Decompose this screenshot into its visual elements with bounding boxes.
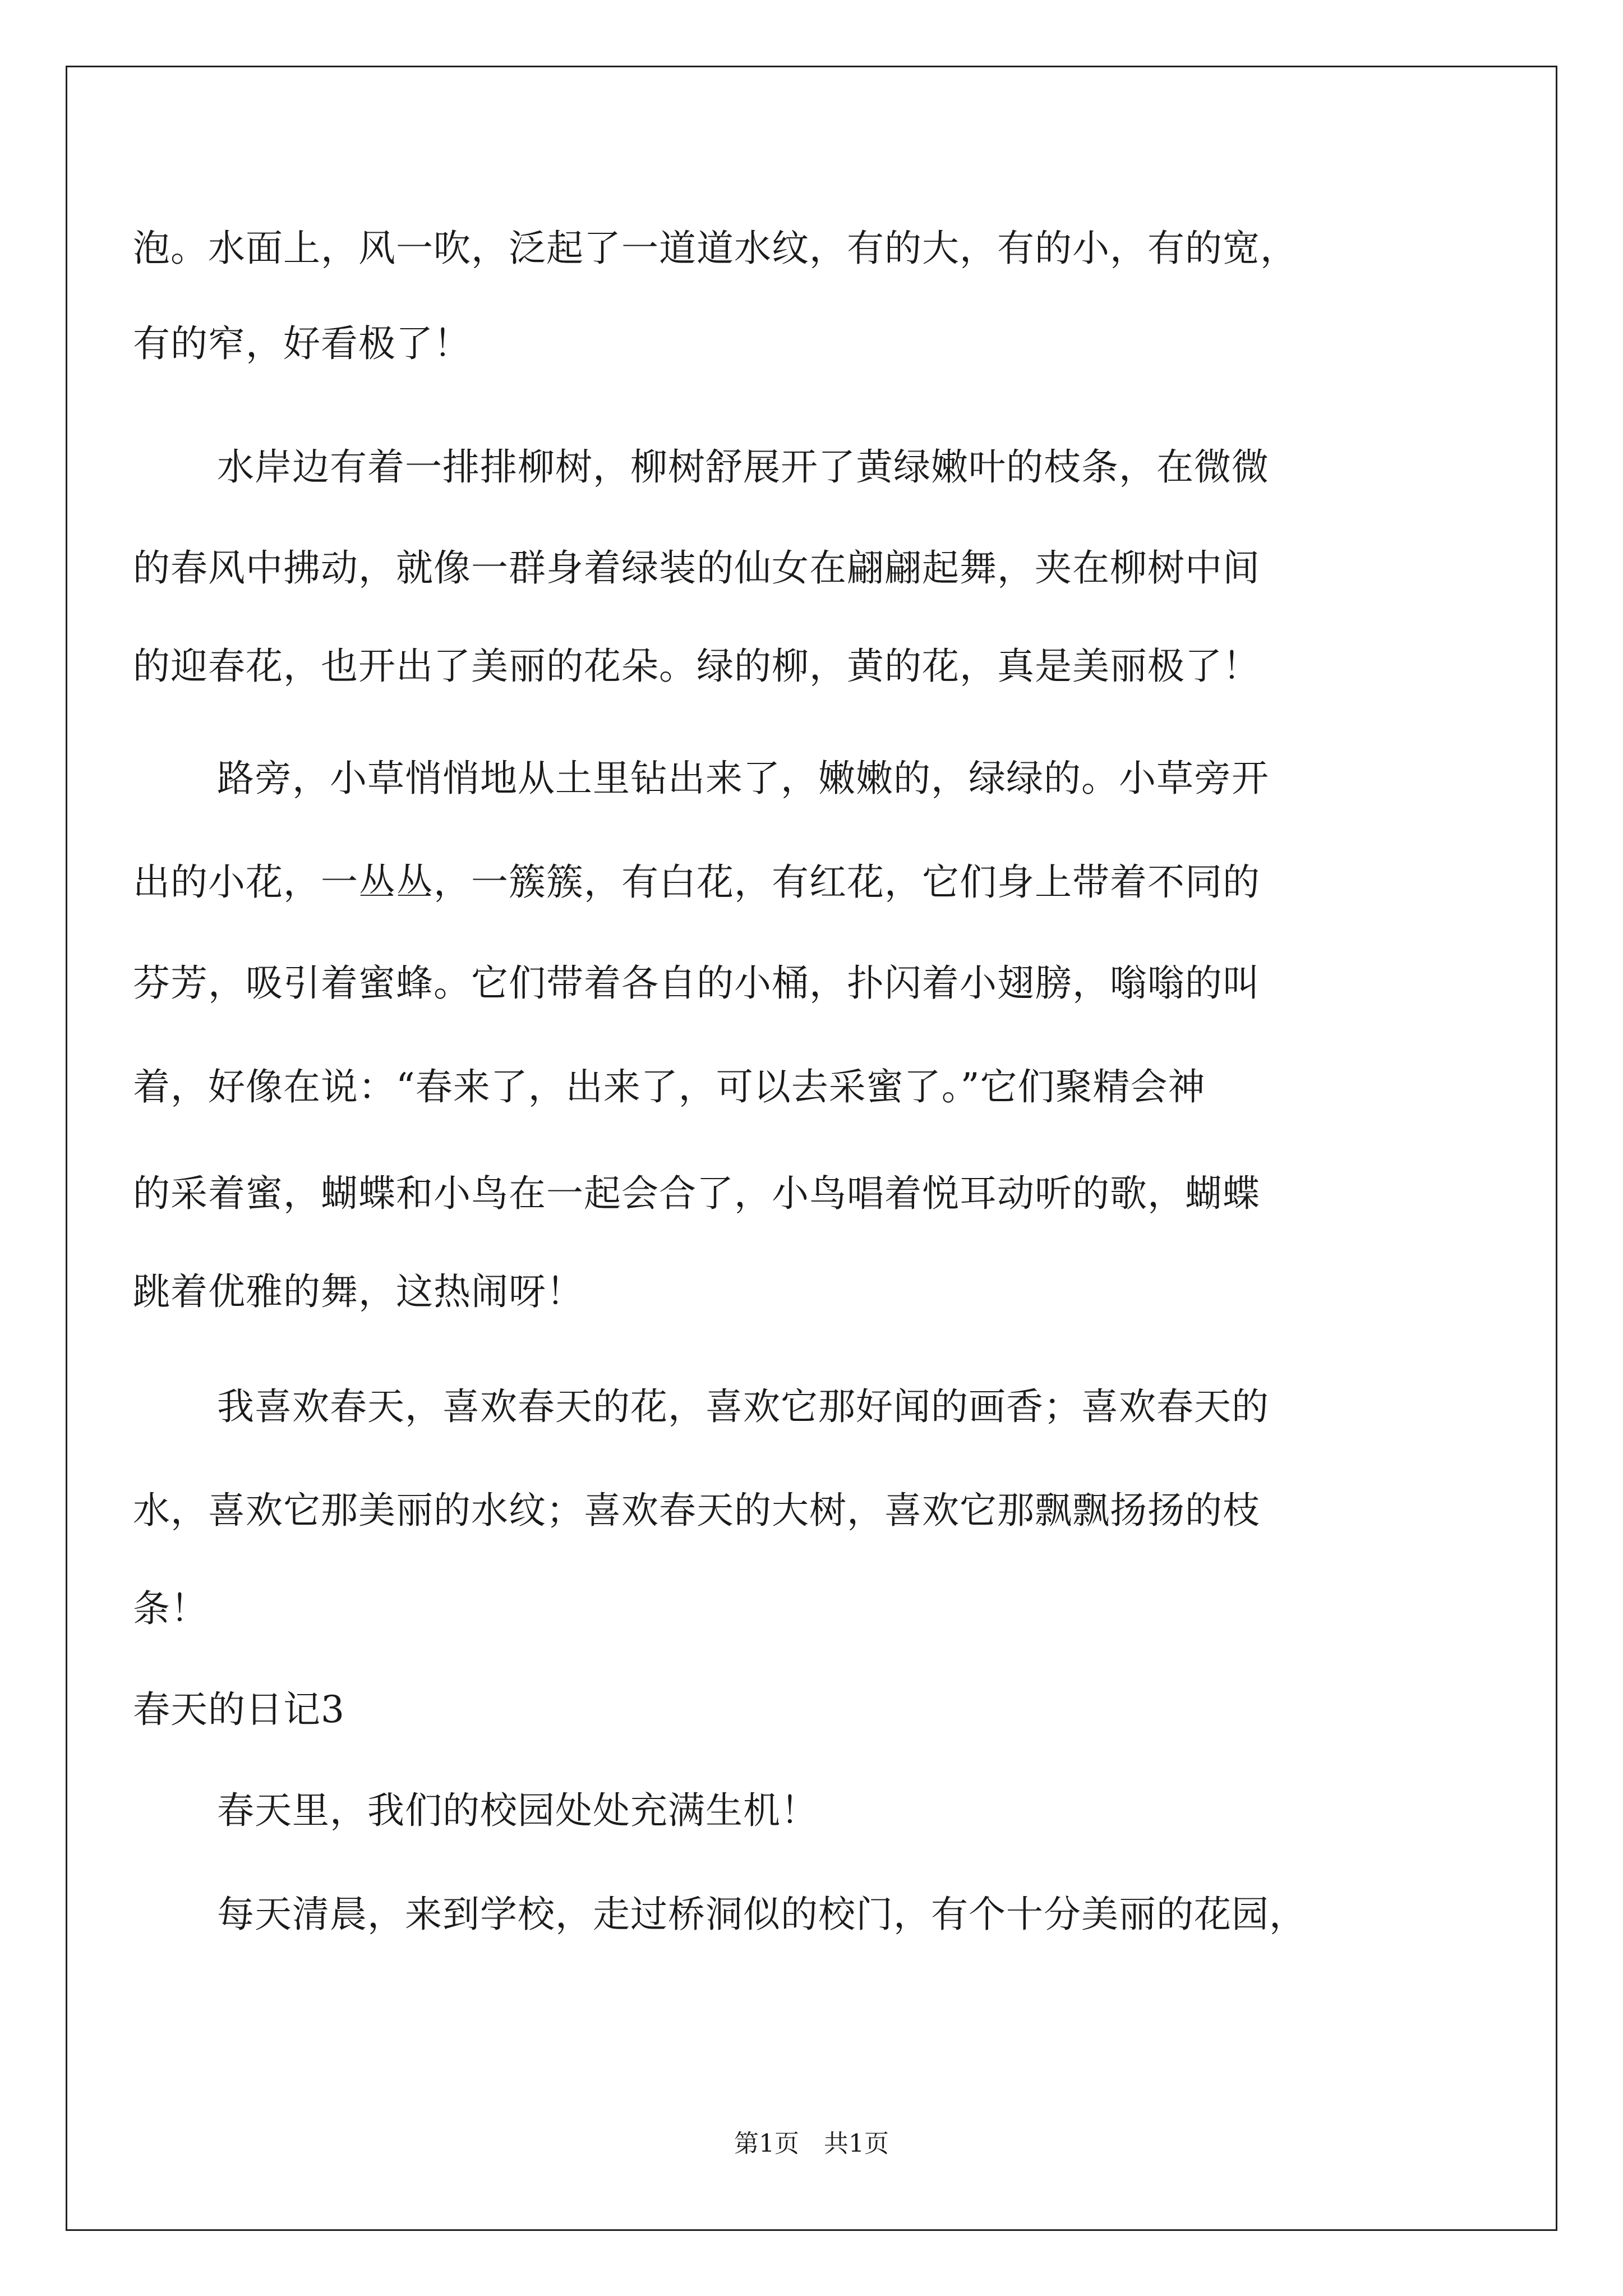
text-line: 路旁，小草悄悄地从土里钻出来了，嫩嫩的，绿绿的。小草旁开 [217,757,1269,800]
section-heading: 春天的日记3 [133,1688,345,1731]
text-line: 着，好像在说：“春来了，出来了，可以去采蜜了。”它们聚精会神 [133,1065,1206,1108]
text-line: 水，喜欢它那美丽的水纹；喜欢春天的大树，喜欢它那飘飘扬扬的枝 [133,1489,1260,1532]
text-line: 每天清晨，来到学校，走过桥洞似的校门，有个十分美丽的花园， [217,1893,1307,1936]
text-line: 的迎春花，也开出了美丽的花朵。绿的柳，黄的花，真是美丽极了！ [133,645,1260,688]
text-line: 泡。水面上，风一吹，泛起了一道道水纹，有的大，有的小，有的宽， [133,227,1298,270]
text-line: 条！ [133,1587,208,1630]
text-line: 的春风中拂动，就像一群身着绿装的仙女在翩翩起舞，夹在柳树中间 [133,546,1260,590]
text-line: 芬芳，吸引着蜜蜂。它们带着各自的小桶，扑闪着小翅膀，嗡嗡的叫 [133,961,1260,1005]
text-line: 跳着优雅的舞，这热闹呀！ [133,1270,584,1313]
text-line: 有的窄，好看极了！ [133,322,471,365]
text-line: 春天里，我们的校园处处充满生机！ [217,1789,818,1832]
text-line: 水岸边有着一排排柳树，柳树舒展开了黄绿嫩叶的枝条，在微微 [217,445,1269,489]
text-line: 的采着蜜，蝴蝶和小鸟在一起会合了，小鸟唱着悦耳动听的歌，蝴蝶 [133,1172,1260,1215]
text-line: 出的小花，一丛丛，一簇簇，有白花，有红花，它们身上带着不同的 [133,861,1260,904]
text-line: 我喜欢春天，喜欢春天的花，喜欢它那好闻的画香；喜欢春天的 [217,1385,1269,1428]
page-footer: 第1页 共1页 [734,2129,889,2158]
